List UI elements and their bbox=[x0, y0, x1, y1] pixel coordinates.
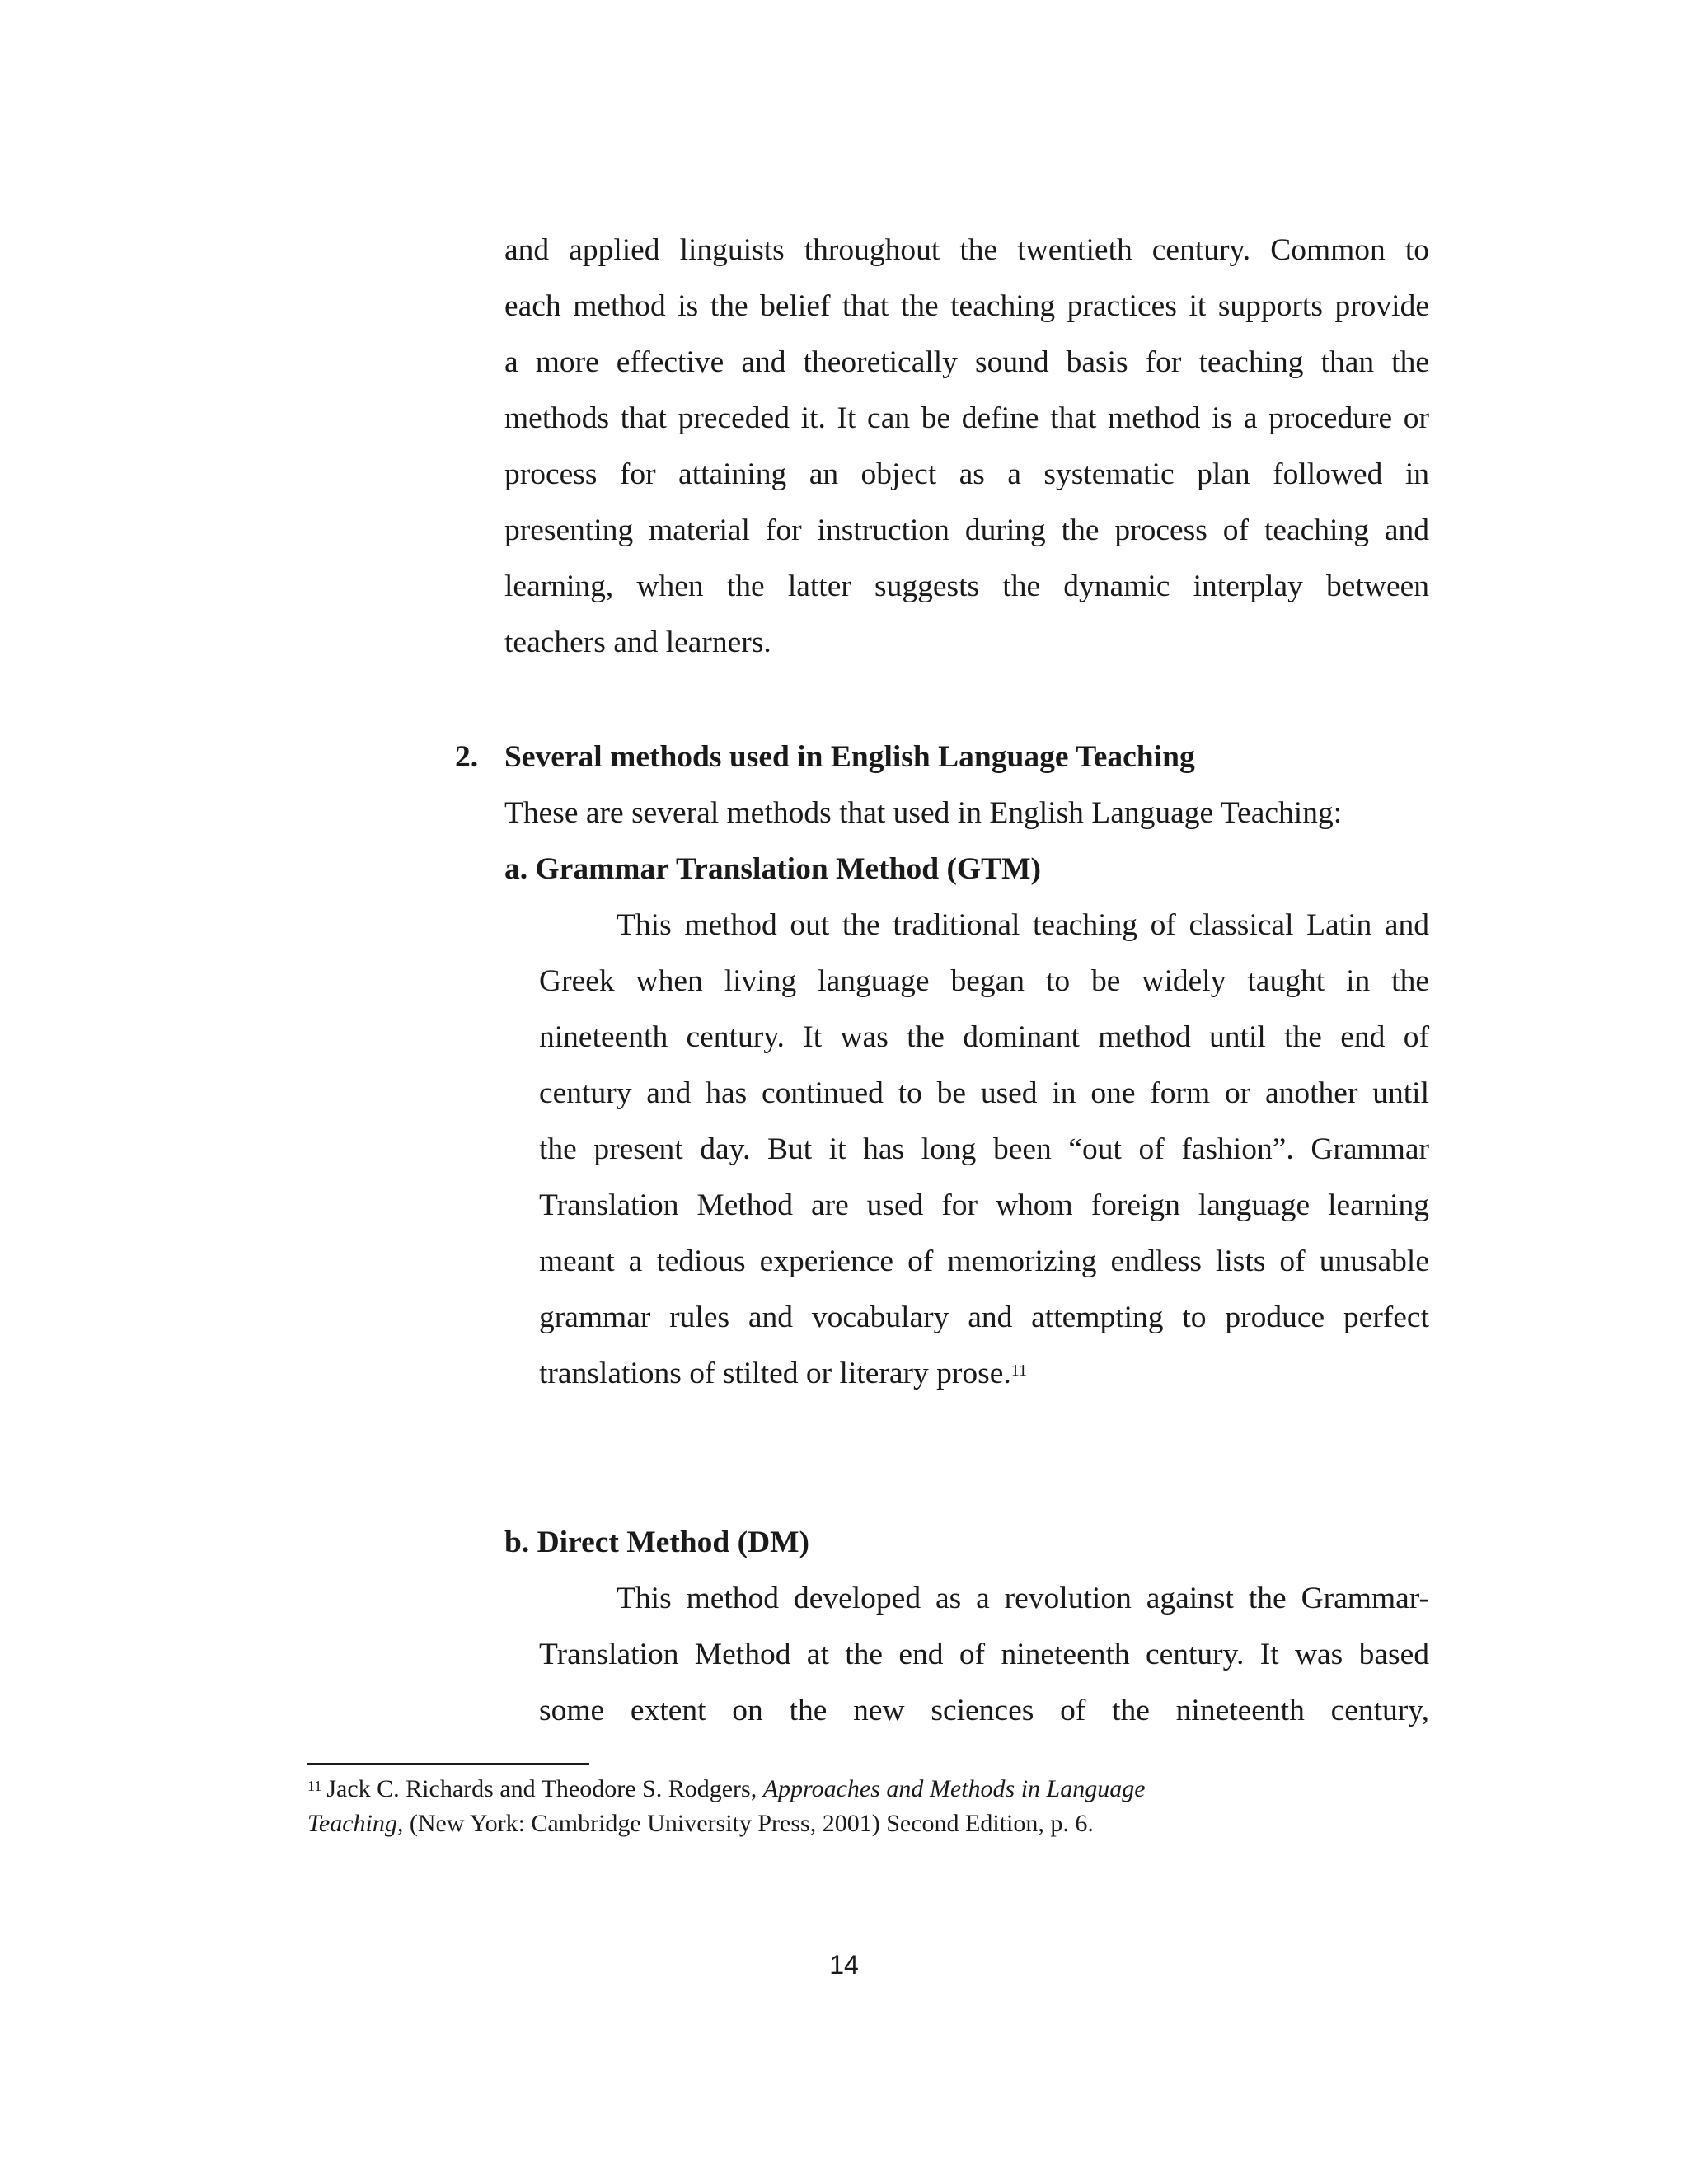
intro-line: methods that preceded it. It can be define that method is a procedure or bbox=[504, 401, 1429, 435]
paragraph-line: century and has continued to be used in one form or another until bbox=[539, 1076, 1429, 1110]
footnote-authors: Jack C. Richards and Theodore S. Rodgers, bbox=[326, 1775, 763, 1802]
intro-line: a more effective and theoretically sound basis for teaching than the bbox=[504, 345, 1429, 379]
intro-line: learning, when the latter suggests the dynamic interplay between bbox=[504, 569, 1429, 603]
intro-line: teachers and learners. bbox=[504, 626, 771, 659]
paragraph-line: Translation Method are used for whom foreign language learning bbox=[539, 1188, 1429, 1222]
footnote-title-part2: Teaching bbox=[307, 1810, 397, 1837]
footnote bbox=[307, 1772, 1296, 1841]
intro-paragraph bbox=[504, 223, 1429, 671]
footnote-publication: , (New York: Cambridge University Press, 2001) Second Edition, p. 6. bbox=[396, 1810, 1094, 1837]
footnote-marker: 11 bbox=[307, 1778, 322, 1794]
paragraph-line: some extent on the new sciences of the nineteenth century, bbox=[539, 1694, 1429, 1727]
footnote-title-part1: Approaches and Methods in Language bbox=[762, 1775, 1146, 1802]
subsection-a-paragraph bbox=[539, 898, 1429, 1402]
subsection-a-heading: a. Grammar Translation Method (GTM) bbox=[504, 852, 1041, 886]
paragraph-line-text: translations of stilted or literary prose. bbox=[539, 1357, 1011, 1390]
paragraph-line: the present day. But it has long been “out of fashion”. Grammar bbox=[539, 1132, 1429, 1166]
paragraph-line: meant a tedious experience of memorizing endless lists of unusable bbox=[539, 1244, 1429, 1278]
footnote-reference[interactable]: 11 bbox=[1010, 1361, 1028, 1380]
section-intro: These are several methods that used in English Language Teaching: bbox=[504, 796, 1343, 830]
intro-line: presenting material for instruction during the process of teaching and bbox=[504, 513, 1429, 547]
subsection-b-paragraph bbox=[539, 1571, 1429, 1739]
paragraph-line: This method out the traditional teaching of classical Latin and bbox=[617, 908, 1429, 942]
section-heading: Several methods used in English Language Teaching bbox=[504, 740, 1195, 774]
section-number: 2. bbox=[455, 740, 479, 774]
page-number: 14 bbox=[829, 1950, 859, 1980]
paragraph-line: This method developed as a revolution against the Grammar- bbox=[617, 1582, 1429, 1615]
intro-line: and applied linguists throughout the twentieth century. Common to bbox=[504, 233, 1429, 267]
subsection-b-heading: b. Direct Method (DM) bbox=[504, 1526, 810, 1559]
footnote-separator bbox=[307, 1763, 589, 1765]
intro-line: process for attaining an object as a systematic plan followed in bbox=[504, 457, 1429, 491]
paragraph-line: Greek when living language began to be widely taught in the bbox=[539, 964, 1429, 998]
paragraph-line: nineteenth century. It was the dominant method until the end of bbox=[539, 1020, 1429, 1054]
paragraph-last-line bbox=[539, 1346, 1429, 1402]
paragraph-line: grammar rules and vocabulary and attempting to produce perfect bbox=[539, 1301, 1429, 1334]
intro-line: each method is the belief that the teaching practices it supports provide bbox=[504, 289, 1429, 323]
paragraph-line: Translation Method at the end of nineteenth century. It was based bbox=[539, 1638, 1429, 1671]
